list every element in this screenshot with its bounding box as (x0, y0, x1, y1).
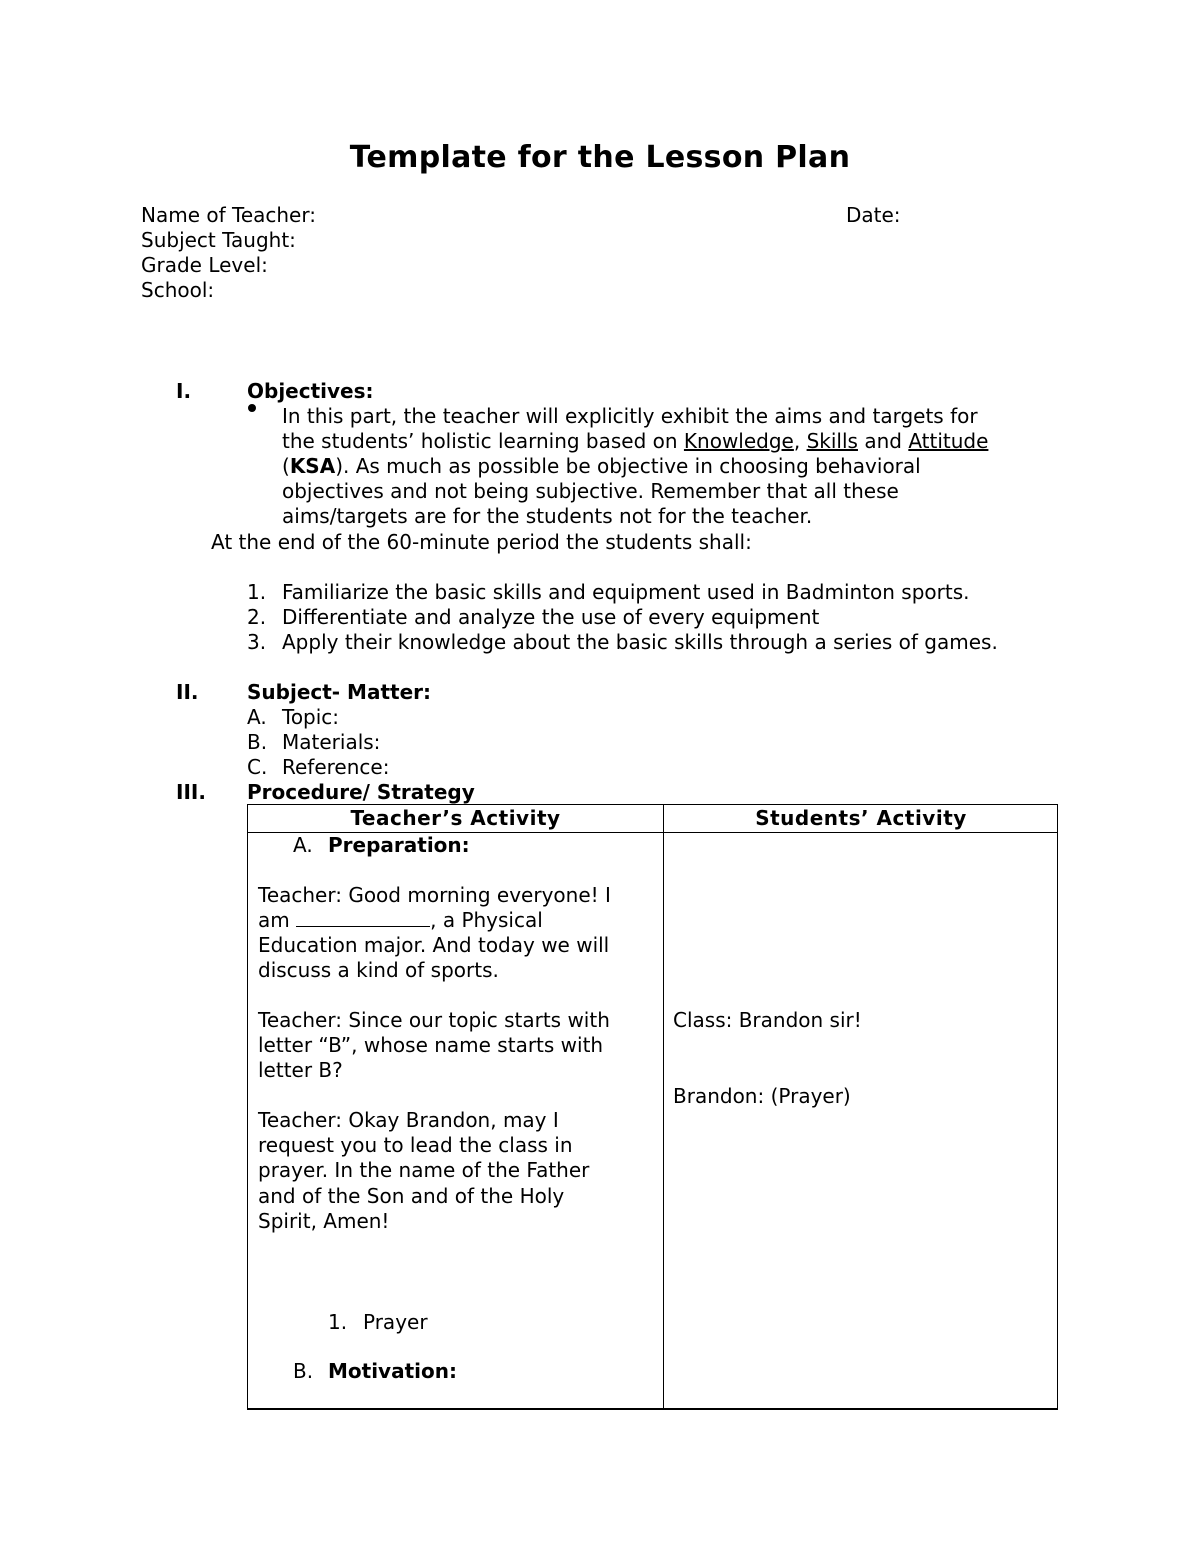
objective-item: Familiarize the basic skills and equipment used in Badminton sports. (282, 580, 970, 604)
name-of-teacher-label: Name of Teacher: (141, 203, 316, 227)
motivation-label: Motivation: (328, 1359, 457, 1383)
student-line: Brandon: (Prayer) (673, 1084, 851, 1108)
objectives-bullet-line-4: objectives and not being subjective. Remember that all these (282, 479, 899, 503)
teacher-line: Education major. And today we will (258, 933, 610, 957)
name-blank (296, 908, 430, 927)
section-numeral-objectives: I. (176, 379, 192, 403)
teacher-activity-header: Teacher’s Activity (350, 806, 561, 830)
objective-item: Apply their knowledge about the basic skills through a series of games. (282, 630, 998, 654)
subject-matter-topic: Topic: (282, 705, 340, 729)
teacher-line: prayer. In the name of the Father (258, 1158, 590, 1182)
preparation-label: Preparation: (328, 833, 470, 857)
attitude-term: Attitude (908, 429, 989, 453)
section-numeral-subject-matter: II. (176, 680, 199, 704)
prayer-number: 1. (328, 1310, 348, 1334)
date-label: Date: (846, 203, 901, 227)
objectives-bullet-line-3: (KSA). As much as possible be objective in choosing behavioral (282, 454, 921, 478)
skills-term: Skills (806, 429, 858, 453)
objective-number: 2. (247, 605, 267, 629)
students-activity-header: Students’ Activity (755, 806, 967, 830)
teacher-line: Teacher: Good morning everyone! I (258, 883, 611, 907)
bullet-icon (248, 404, 256, 412)
grade-level-label: Grade Level: (141, 253, 268, 277)
teacher-line: Spirit, Amen! (258, 1209, 390, 1233)
objective-number: 1. (247, 580, 267, 604)
objectives-heading: Objectives: (247, 379, 374, 403)
subject-matter-reference: Reference: (282, 755, 390, 779)
page-title: Template for the Lesson Plan (349, 140, 851, 175)
objectives-bullet-line-5: aims/targets are for the students not for the teacher. (282, 504, 813, 528)
knowledge-term: Knowledge (683, 429, 794, 453)
subject-matter-letter: B. (247, 730, 268, 754)
objectives-bullet-line-1: In this part, the teacher will explicitly exhibit the aims and targets for (282, 404, 978, 428)
teacher-line: letter B? (258, 1058, 343, 1082)
subject-matter-letter: C. (247, 755, 268, 779)
teacher-line: discuss a kind of sports. (258, 958, 499, 982)
teacher-line: am , a Physical (258, 908, 543, 932)
student-line: Class: Brandon sir! (673, 1008, 862, 1032)
section-numeral-procedure: III. (176, 780, 206, 804)
subject-matter-letter: A. (247, 705, 267, 729)
ksa-term: KSA (289, 454, 336, 478)
objective-number: 3. (247, 630, 267, 654)
column-divider (663, 805, 664, 1408)
preparation-letter: A. (293, 833, 313, 857)
subject-matter-heading: Subject- Matter: (247, 680, 432, 704)
objective-item: Differentiate and analyze the use of every equipment (282, 605, 820, 629)
teacher-line: request you to lead the class in (258, 1133, 573, 1157)
objectives-intro: At the end of the 60-minute period the students shall: (211, 530, 752, 554)
prayer-label: Prayer (363, 1310, 428, 1334)
procedure-heading: Procedure/ Strategy (247, 780, 475, 804)
subject-taught-label: Subject Taught: (141, 228, 296, 252)
teacher-line: and of the Son and of the Holy (258, 1184, 565, 1208)
subject-matter-materials: Materials: (282, 730, 381, 754)
teacher-line: Teacher: Okay Brandon, may I (258, 1108, 559, 1132)
objectives-bullet-line-2: the students’ holistic learning based on Knowledge, Skills and Attitude (282, 429, 989, 453)
motivation-letter: B. (293, 1359, 314, 1383)
teacher-line: letter “B”, whose name starts with (258, 1033, 604, 1057)
teacher-line: Teacher: Since our topic starts with (258, 1008, 610, 1032)
school-label: School: (141, 278, 215, 302)
